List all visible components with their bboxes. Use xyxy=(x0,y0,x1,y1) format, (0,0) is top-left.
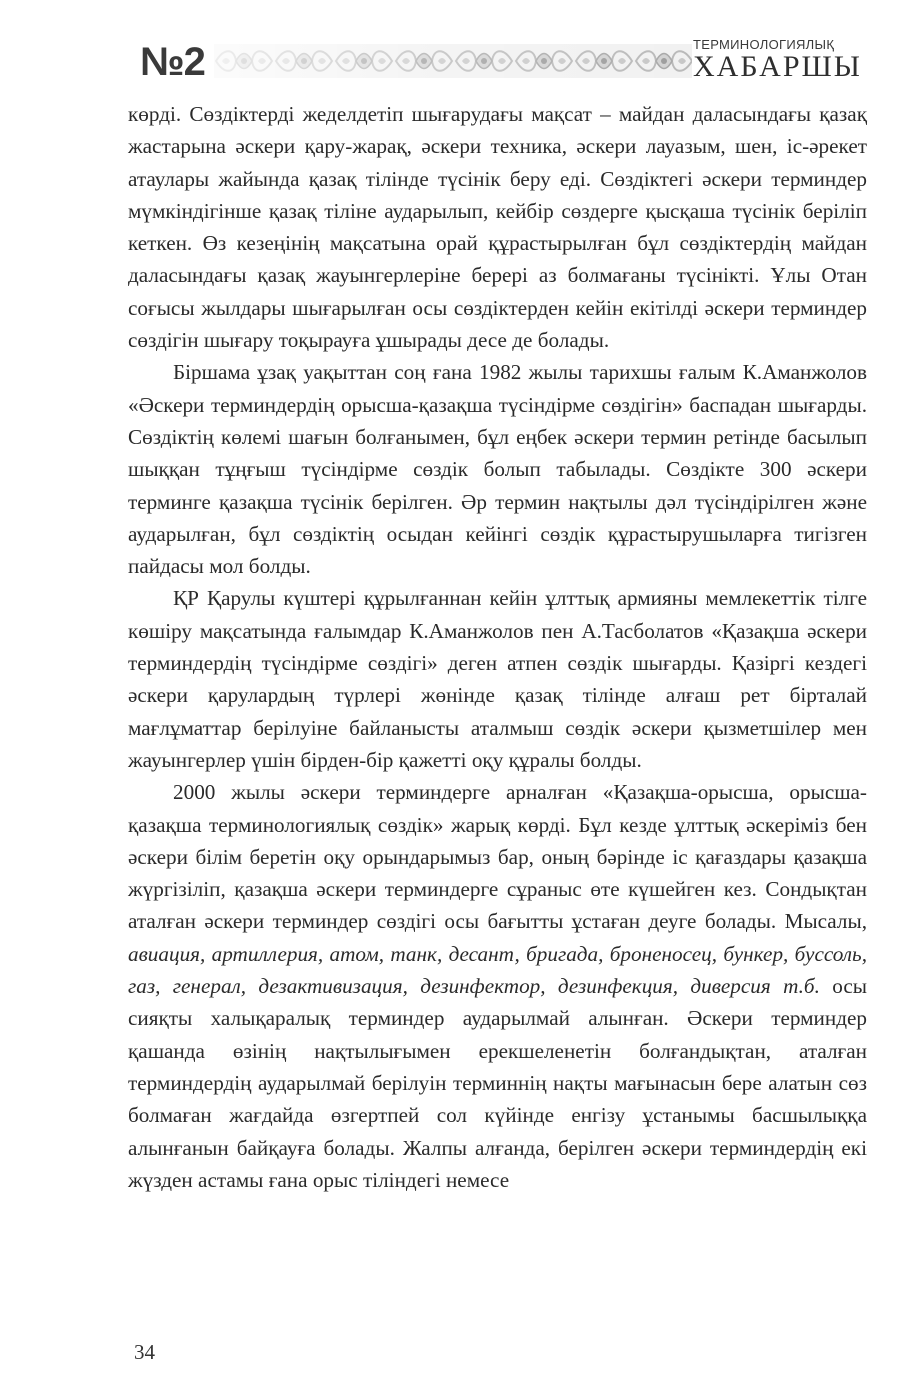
journal-title-line2: ХАБАРШЫ xyxy=(693,50,862,83)
paragraph-4-text-before: 2000 жылы әскери терминдерге арналған «Қазақша-орысша, орысша-қазақша терминологиялық сөздік» жарық көрді. Бұл кезде ұлттық әскеріміз бен әскери білім беретін оқу орындарымыз бар, оның бәрінде іс қағаздары қазақша жүргізіліп, қазақша әскери терминдерге сұраныс өте күшейген кез. Сондықтан аталған әскери терминдер сөздігі осы бағытты ұстаған деуге болады. Мысалы, xyxy=(128,780,867,934)
paragraph-4-text-after: осы сияқты халықаралық терминдер аударылмай алынған. Әскери терминдер қашанда өзінің нақтылығымен ерекшеленетін болғандықтан, аталған терминдердің аударылмай берілуін терминнің нақты мағынасын бере алатын сөз болмаған жағдайда өзгертпей сол күйінде енгізу ұстанымы басшылыққа алынғанын байқауға болады. Жалпы алғанда, берілген әскери терминдердің екі жүзден астамы ғана орыс тіліндегі немесе xyxy=(128,974,867,1192)
article-body xyxy=(128,98,867,1196)
page-number: 34 xyxy=(134,1340,155,1364)
paragraph-4-term-list: авиация, артиллерия, атом, танк, десант, бригада, броненосец, бункер, буссоль, газ, генерал, дезактивизация, дезинфектор, дезинфекция, диверсия т.б. xyxy=(128,941,867,999)
paragraph-2: Біршама ұзақ уақыттан соң ғана 1982 жылы тарихшы ғалым К.Аманжолов «Әскери терминдердің орысша-қазақша түсіндірме сөздігін» баспадан шығарды. Сөздіктің көлемі шағын болғанымен, бұл еңбек әскери термин ретінде басылып шыққан тұңғыш түсіндірме сөздік болып табылады. Сөздікте 300 әскери терминге қазақша түсінік берілген. Әр термин нақтылы дәл түсіндірілген және аударылған, бұл сөздіктің осыдан кейінгі сөздік құрастырушыларға тигізген пайдасы мол болды. xyxy=(128,360,867,579)
paragraph-1: көрді. Сөздіктерді жеделдетіп шығарудағы мақсат – майдан даласындағы қазақ жастарына әскери қару-жарақ, әскери техника, әскери лауазым, шен, іс-әрекет атаулары жайында қазақ тілінде түсінік беру еді. Сөздіктегі әскери терминдер мүмкіндігінше қазақ тіліне аударылып, кейбір сөздерге қысқаша түсінік беріліп кеткен. Өз кезеңінің мақсатына орай құрастырылған бұл сөздіктердің майдан даласындағы қазақ жауынгерлеріне берері аз болмағаны түсінікті. Ұлы Отан соғысы жылдары шығарылған осы сөздіктерден кейін екітілді әскери терминдер сөздігін шығару тоқырауға ұшырады десе де болады. xyxy=(128,102,867,353)
page-header xyxy=(140,36,870,86)
journal-title xyxy=(693,38,873,82)
journal-title-line1: ТЕРМИНОЛОГИЯЛЫҚ xyxy=(693,37,835,52)
issue-number: №2 xyxy=(140,40,205,84)
ornament-band-icon xyxy=(214,44,692,78)
paragraph-3: ҚР Қарулы күштері құрылғаннан кейін ұлттық армияны мемлекеттік тілге көшіру мақсатында ғалымдар К.Аманжолов пен А.Тасболатов «Қазақша әскери терминдердің түсіндірме сөздігі» деген атпен сөздік шығарды. Қазіргі кездегі әскери қарулардың түрлері жөнінде қазақ тілінде алғаш рет бірталай мағлұматтар берілуіне байланысты аталмыш сөздік әскери қызметшілер мен жауынгерлер үшін бірден-бір қажетті оқу құралы болды. xyxy=(128,586,867,772)
paragraph-4 xyxy=(128,776,867,1196)
